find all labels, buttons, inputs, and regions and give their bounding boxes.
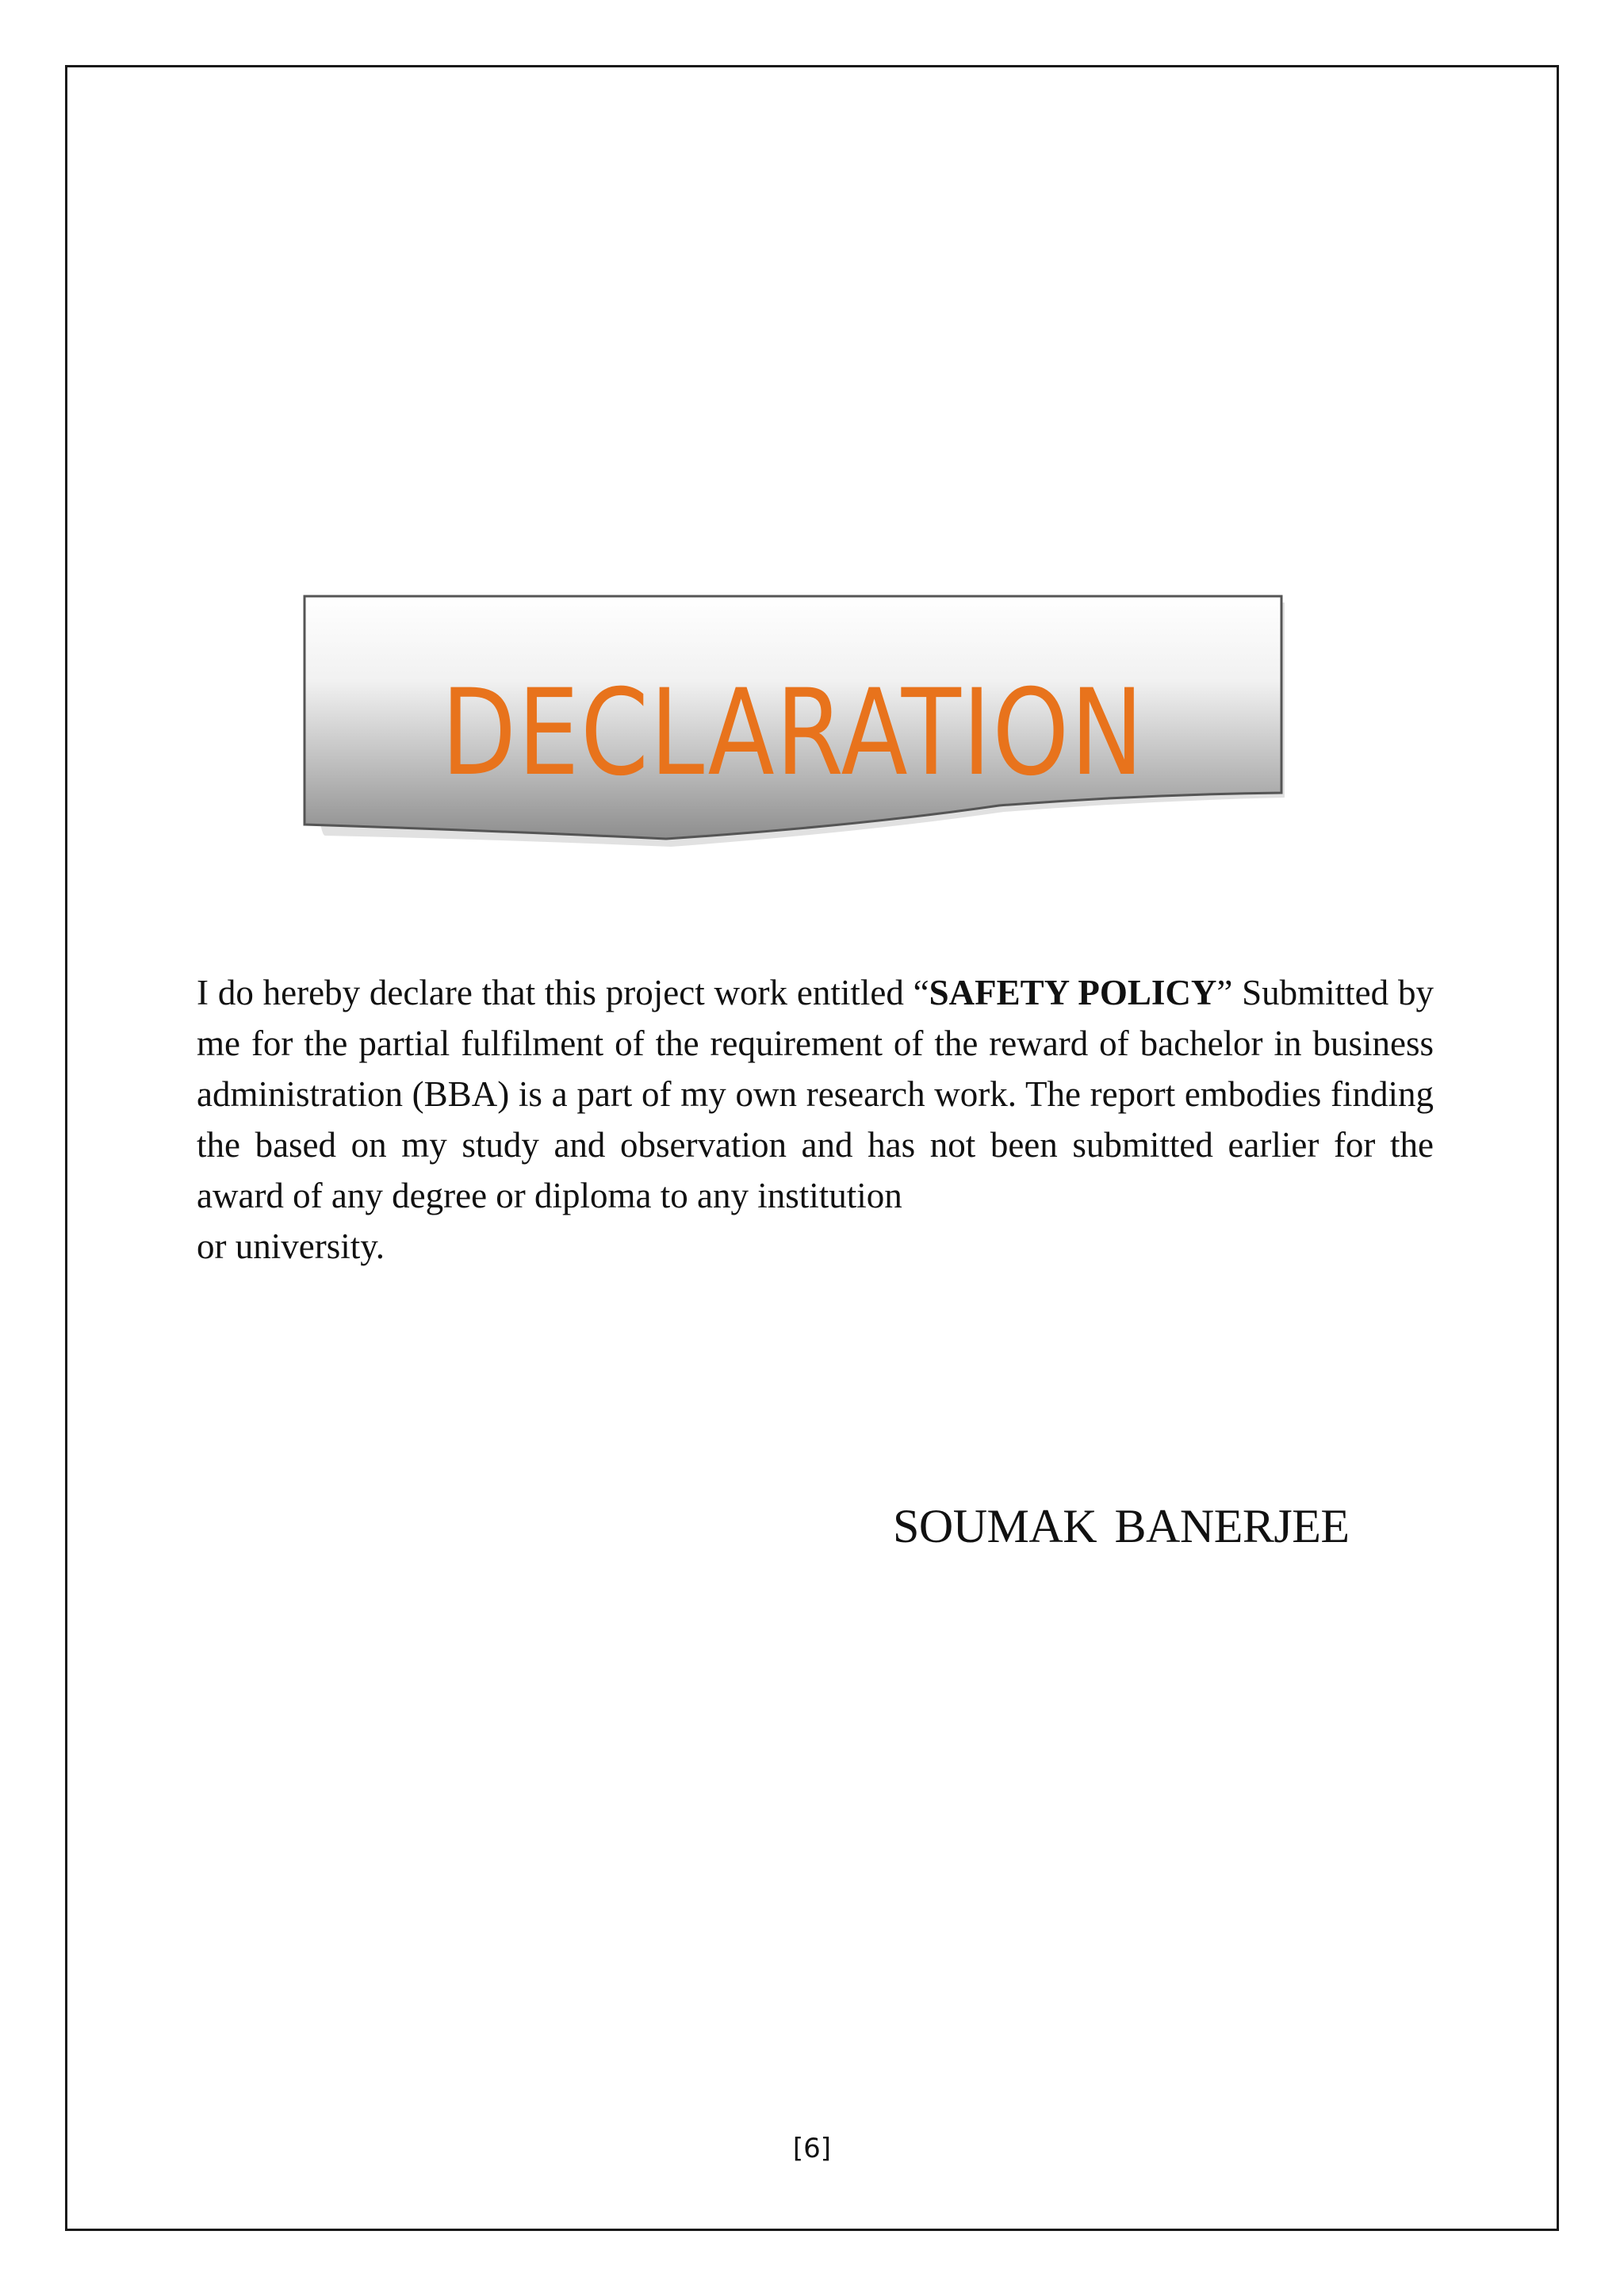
project-title: SAFETY POLICY [929, 973, 1217, 1012]
signature-name: SOUMAK BANERJEE [893, 1500, 1350, 1552]
page-number: [6] [792, 2133, 832, 2164]
title-clip [301, 672, 1285, 791]
title-banner [301, 593, 1285, 847]
declaration-intro: I do hereby declare that this project work entitled “ [197, 973, 929, 1012]
declaration-last-line: or university. [197, 1226, 385, 1266]
declaration-body: ” Submitted by me for the partial fulfilment of the requirement of the reward of bachelor in business administration (BBA) is a part of my own research work. The report embodies finding the based on my study and observation and has not been submitted earlier for the award of any degree or diploma to any institution [197, 973, 1434, 1215]
page-title: DECLARATION [441, 672, 1145, 791]
declaration-paragraph [197, 967, 1434, 1272]
